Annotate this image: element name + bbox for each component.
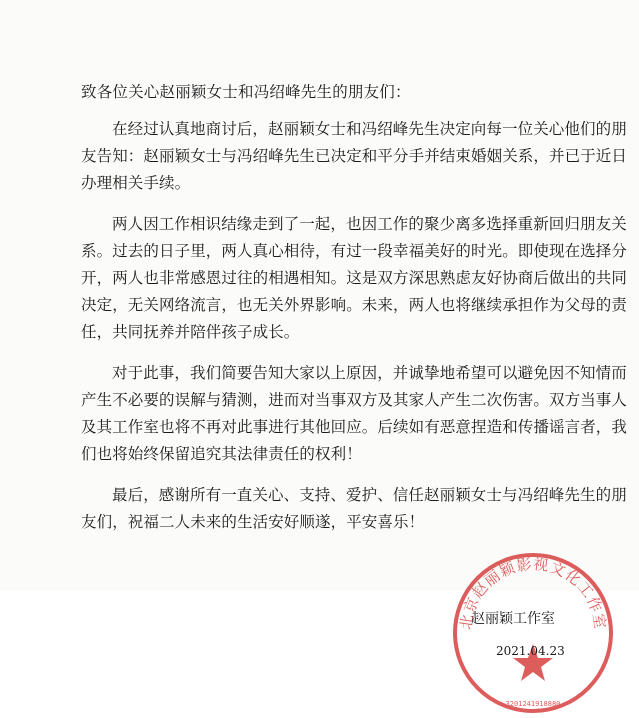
paragraph-line: 及其工作室也将不再对此事进行其他回应。后续如有恶意捏造和传播谣言者，我 <box>81 418 628 436</box>
seal-number: 3201241918880 <box>505 700 561 708</box>
paragraph-4 <box>81 482 627 536</box>
paragraph-line: 决定，无关网络流言，也无关外界影响。未来，两人也将继续承担作为父母的责 <box>81 296 628 314</box>
paragraph-line: 友们，祝福二人未来的生活安好顺遂，平安喜乐！ <box>81 513 425 531</box>
paragraph-3 <box>81 360 627 468</box>
paragraph-line: 办理相关手续。 <box>81 174 191 192</box>
signature: 赵丽颖工作室 <box>471 611 555 627</box>
official-seal-stamp <box>448 548 618 718</box>
paragraph-line: 在经过认真地商讨后，赵丽颖女士和冯绍峰先生决定向每一位关心他们的朋 <box>112 120 627 138</box>
seal-ring-text: 北京赵丽颖影视文化工作室 <box>456 554 610 631</box>
paragraph-line: 两人因工作相识结缘走到了一起，也因工作的聚少离多选择重新回归朋友关 <box>112 215 627 233</box>
salutation: 致各位关心赵丽颖女士和冯绍峰先生的朋友们： <box>81 83 411 101</box>
paragraph-line: 对于此事，我们简要告知大家以上原因，并诚挚地希望可以避免因不知情而 <box>112 364 627 382</box>
paragraph-line: 开，两人也非常感恩过往的相遇相知。这是双方深思熟虑友好协商后做出的共同 <box>81 269 628 287</box>
date: 2021.04.23 <box>496 644 565 658</box>
paragraph-line: 任，共同抚养并陪伴孩子成长。 <box>81 323 300 341</box>
paragraph-line: 产生不必要的误解与猜测，进而对当事双方及其家人产生二次伤害。双方当事人 <box>81 391 628 409</box>
paragraph-1 <box>81 116 627 197</box>
paragraph-line: 最后，感谢所有一直关心、支持、爱护、信任赵丽颖女士与冯绍峰先生的朋 <box>112 486 627 504</box>
paragraph-line: 们也将始终保留追究其法律责任的权利！ <box>81 445 362 463</box>
paragraph-line: 友告知：赵丽颖女士与冯绍峰先生已决定和平分手并结束婚姻关系，并已于近日 <box>81 147 628 165</box>
paragraph-2 <box>81 211 627 346</box>
paragraph-line: 系。过去的日子里，两人真心相待，有过一段幸福美好的时光。即使现在选择分 <box>81 242 628 260</box>
